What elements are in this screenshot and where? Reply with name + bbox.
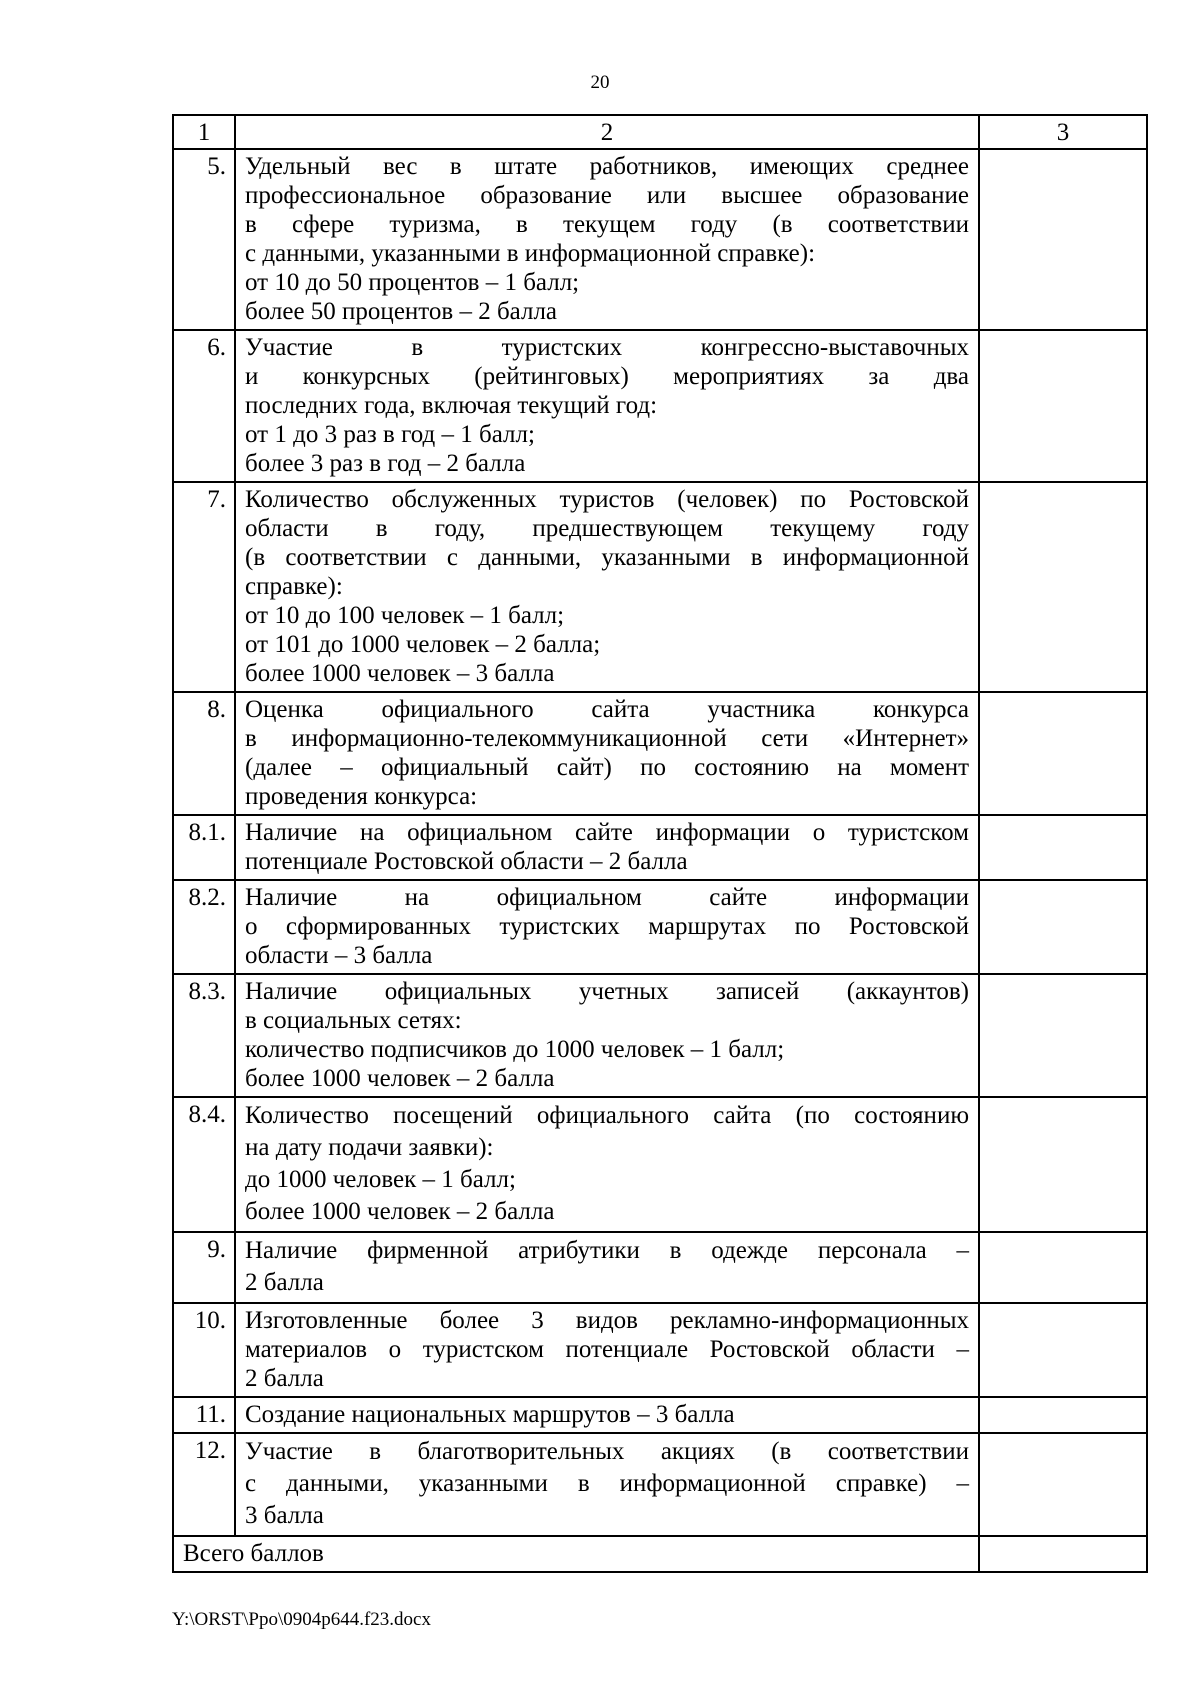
row-number: 11. [173, 1397, 235, 1433]
criterion-text [235, 880, 979, 974]
column-header-3: 3 [979, 115, 1147, 149]
row-number: 5. [173, 149, 235, 330]
criterion-line: 2 балла [245, 1269, 324, 1296]
criterion-line: Наличие фирменной атрибутики в одежде персонала – [245, 1237, 969, 1264]
criterion-line: более 3 раз в год – 2 балла [245, 450, 526, 477]
table-row [173, 1303, 1147, 1397]
page-number: 20 [590, 72, 610, 93]
criterion-line: потенциале Ростовской области – 2 балла [245, 848, 688, 875]
table-row [173, 482, 1147, 692]
total-label: Всего баллов [173, 1536, 979, 1572]
score-cell [979, 330, 1147, 482]
criterion-line: на дату подачи заявки): [245, 1134, 494, 1161]
criterion-line: области в году, предшествующем текущему году [245, 515, 969, 542]
criterion-line: 2 балла [245, 1365, 324, 1392]
criterion-text [235, 1303, 979, 1397]
row-number: 8.3. [173, 974, 235, 1097]
criterion-line: Количество посещений официального сайта (по состоянию [245, 1102, 969, 1129]
score-cell [979, 880, 1147, 974]
criterion-text [235, 692, 979, 815]
criterion-line: материалов о туристском потенциале Ростовской области – [245, 1336, 969, 1363]
criterion-line: количество подписчиков до 1000 человек – 1 балл; [245, 1036, 785, 1063]
row-number: 6. [173, 330, 235, 482]
table-row [173, 1433, 1147, 1536]
row-number: 8. [173, 692, 235, 815]
criterion-text [235, 1397, 979, 1433]
criterion-line: справке): [245, 573, 343, 600]
table-row [173, 330, 1147, 482]
criterion-text [235, 1097, 979, 1232]
row-number: 8.2. [173, 880, 235, 974]
criterion-line: более 50 процентов – 2 балла [245, 298, 558, 325]
criterion-line: Оценка официального сайта участника конкурса [245, 696, 969, 723]
score-cell [979, 1397, 1147, 1433]
criterion-line: в социальных сетях: [245, 1007, 462, 1034]
criterion-text [235, 974, 979, 1097]
score-cell [979, 149, 1147, 330]
criterion-line: проведения конкурса: [245, 783, 478, 810]
row-number: 9. [173, 1232, 235, 1303]
row-number: 12. [173, 1433, 235, 1536]
criterion-line: 3 балла [245, 1502, 324, 1529]
criterion-line: от 101 до 1000 человек – 2 балла; [245, 631, 601, 658]
row-number: 8.1. [173, 815, 235, 880]
criterion-line: (далее – официальный сайт) по состоянию на момент [245, 754, 969, 781]
criterion-line: от 10 до 100 человек – 1 балл; [245, 602, 565, 629]
criterion-line: более 1000 человек – 3 балла [245, 660, 555, 687]
criterion-line: области – 3 балла [245, 942, 433, 969]
criterion-line: (в соответствии с данными, указанными в информационной [245, 544, 969, 571]
criterion-line: Наличие на официальном сайте информации о туристском [245, 819, 969, 846]
criterion-line: Удельный вес в штате работников, имеющих среднее [245, 153, 969, 180]
criterion-line: Наличие на официальном сайте информации [245, 884, 969, 911]
score-cell [979, 815, 1147, 880]
column-header-1: 1 [173, 115, 235, 149]
criteria-table [172, 114, 1148, 1573]
table-row [173, 880, 1147, 974]
score-cell [979, 974, 1147, 1097]
criterion-line: более 1000 человек – 2 балла [245, 1198, 555, 1225]
table-row [173, 149, 1147, 330]
total-row [173, 1536, 1147, 1572]
criterion-line: о сформированных туристских маршрутах по Ростовской [245, 913, 969, 940]
score-cell [979, 692, 1147, 815]
criterion-line: Создание национальных маршрутов – 3 балла [245, 1401, 735, 1428]
criterion-line: с данными, указанными в информационной справке) – [245, 1470, 969, 1497]
table-row [173, 974, 1147, 1097]
criterion-text [235, 149, 979, 330]
table-row [173, 1097, 1147, 1232]
criterion-line: до 1000 человек – 1 балл; [245, 1166, 516, 1193]
criterion-line: Количество обслуженных туристов (человек) по Ростовской [245, 486, 969, 513]
score-cell [979, 1232, 1147, 1303]
criterion-line: Участие в благотворительных акциях (в соответствии [245, 1438, 969, 1465]
criterion-line: профессиональное образование или высшее образование [245, 182, 969, 209]
criterion-line: Наличие официальных учетных записей (аккаунтов) [245, 978, 969, 1005]
criterion-line: в информационно-телекоммуникационной сети «Интернет» [245, 725, 969, 752]
criterion-text [235, 482, 979, 692]
criterion-line: от 10 до 50 процентов – 1 балл; [245, 269, 580, 296]
footer-file-path: Y:\ORST\Ppo\0904p644.f23.docx [172, 1609, 431, 1630]
score-cell [979, 1433, 1147, 1536]
criterion-text [235, 1433, 979, 1536]
criterion-line: Изготовленные более 3 видов рекламно-информационных [245, 1307, 969, 1334]
criterion-text [235, 1232, 979, 1303]
criterion-text [235, 330, 979, 482]
criterion-line: Участие в туристских конгрессно-выставочных [245, 334, 969, 361]
table-row [173, 815, 1147, 880]
table-row [173, 692, 1147, 815]
criterion-line: с данными, указанными в информационной справке): [245, 240, 816, 267]
score-cell [979, 1097, 1147, 1232]
table-row [173, 1232, 1147, 1303]
criterion-text [235, 815, 979, 880]
criterion-line: от 1 до 3 раз в год – 1 балл; [245, 421, 535, 448]
score-cell [979, 1303, 1147, 1397]
row-number: 7. [173, 482, 235, 692]
row-number: 8.4. [173, 1097, 235, 1232]
criterion-line: и конкурсных (рейтинговых) мероприятиях за два [245, 363, 969, 390]
row-number: 10. [173, 1303, 235, 1397]
criterion-line: в сфере туризма, в текущем году (в соответствии [245, 211, 969, 238]
table-row [173, 1397, 1147, 1433]
score-cell [979, 482, 1147, 692]
total-score-cell [979, 1536, 1147, 1572]
criterion-line: последних года, включая текущий год: [245, 392, 658, 419]
table-header-row [173, 115, 1147, 149]
column-header-2: 2 [235, 115, 979, 149]
criterion-line: более 1000 человек – 2 балла [245, 1065, 555, 1092]
